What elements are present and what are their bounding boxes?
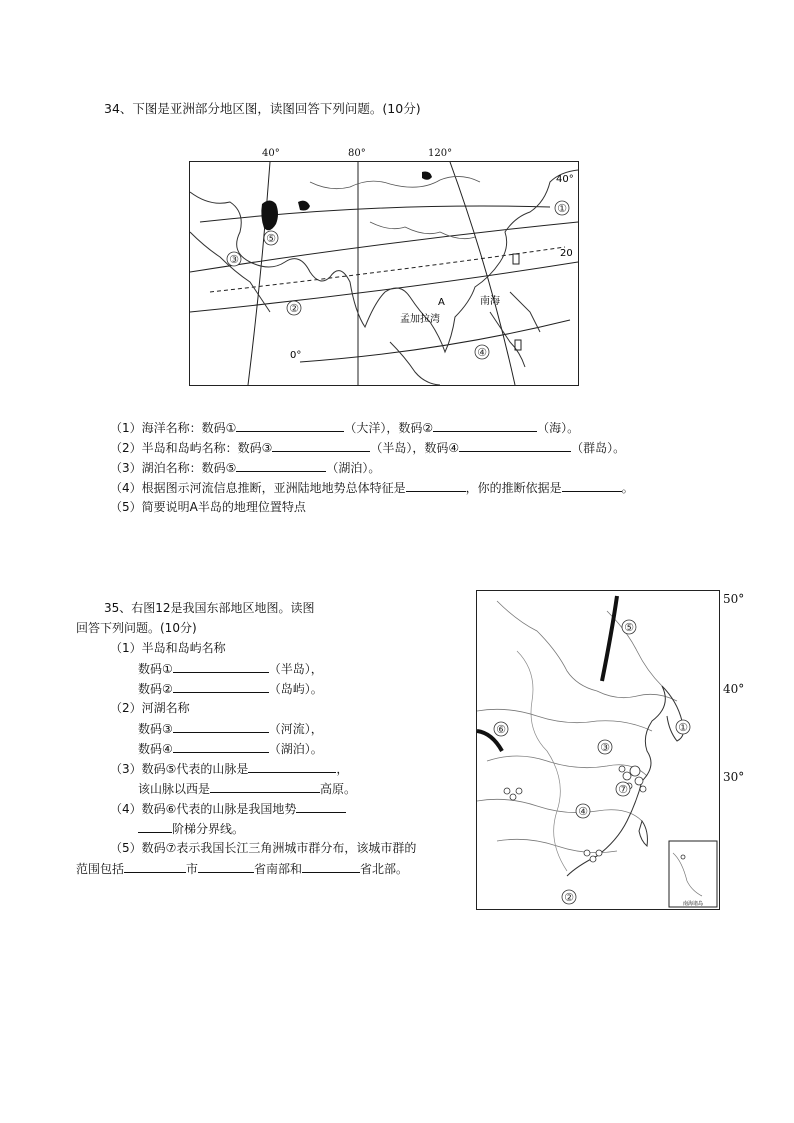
q35-item-4b: 阶梯分界线。 bbox=[138, 818, 244, 839]
inset-label: 南海诸岛 bbox=[682, 901, 704, 907]
q35-blank-mountain[interactable] bbox=[248, 758, 336, 773]
mark-3: ③ bbox=[600, 741, 610, 754]
q35-item-1b: 数码② （岛屿）。 bbox=[138, 678, 323, 699]
q35-blank-river[interactable] bbox=[173, 718, 269, 733]
mark-2: ② bbox=[564, 891, 574, 904]
lat-label-30: 30° bbox=[723, 770, 745, 784]
q35-item-1a: 数码① （半岛）， bbox=[138, 658, 323, 679]
mark-5: ⑤ bbox=[624, 621, 634, 634]
q35-blank-city[interactable] bbox=[124, 858, 186, 873]
q35-item-3a: （3）数码⑤代表的山脉是 ， bbox=[110, 758, 348, 779]
q35-title-line1: 35、右图12是我国东部地区地图。读图 bbox=[104, 601, 315, 615]
lon-label-40: 40° bbox=[262, 148, 280, 159]
q35-blank-terrain-2[interactable] bbox=[138, 818, 172, 833]
china-east-map-graphic bbox=[477, 591, 719, 909]
mark-7: ⑦ bbox=[618, 783, 628, 796]
q35-item-4a: （4）数码⑥代表的山脉是我国地势 bbox=[110, 798, 346, 819]
lat-label-0: 0° bbox=[290, 350, 302, 361]
q34-blank-lake[interactable] bbox=[236, 457, 326, 472]
q34-blank-ocean[interactable] bbox=[236, 417, 344, 432]
lat-label-40: 40° bbox=[556, 174, 574, 185]
q35-item-1-head: （1）半岛和岛屿名称 bbox=[110, 641, 226, 655]
q35-item-2-head: （2）河湖名称 bbox=[110, 701, 190, 715]
q35-blank-plateau[interactable] bbox=[210, 778, 320, 793]
lon-label-120: 120° bbox=[428, 148, 453, 159]
q34-item-5: （5）简要说明A半岛的地理位置特点 bbox=[110, 500, 306, 514]
q35-blank-peninsula[interactable] bbox=[173, 658, 269, 673]
mark-5: ⑤ bbox=[266, 232, 276, 245]
q34-blank-islands[interactable] bbox=[459, 437, 571, 452]
q35-item-3b: 该山脉以西是 高原。 bbox=[138, 778, 356, 799]
china-east-map bbox=[476, 590, 720, 910]
mark-4: ④ bbox=[578, 805, 588, 818]
q34-blank-peninsula[interactable] bbox=[272, 437, 370, 452]
q35-item-5a: （5）数码⑦表示我国长江三角洲城市群分布，该城市群的 bbox=[110, 841, 417, 855]
asia-map bbox=[189, 161, 579, 386]
q35-blank-province-north[interactable] bbox=[302, 858, 360, 873]
q35-blank-terrain-1[interactable] bbox=[296, 798, 346, 813]
q34-blank-terrain[interactable] bbox=[406, 477, 466, 492]
lat-label-20: 20 bbox=[560, 248, 573, 259]
asia-map-graphic bbox=[190, 162, 578, 385]
q34-item-2: （2）半岛和岛屿名称：数码③ （半岛），数码④ （群岛）。 bbox=[110, 437, 625, 458]
q34-item-1: （1）海洋名称：数码① （大洋），数码② （海）。 bbox=[110, 417, 579, 438]
q34-blank-sea[interactable] bbox=[433, 417, 537, 432]
q35-title-line2: 回答下列问题。(10分) bbox=[76, 621, 197, 635]
q34-item-4: （4）根据图示河流信息推断，亚洲陆地地势总体特征是 ，你的推断依据是 。 bbox=[110, 477, 634, 498]
q35-item-2b: 数码④ （湖泊）。 bbox=[138, 738, 323, 759]
q35-blank-lake[interactable] bbox=[173, 738, 269, 753]
q35-blank-island[interactable] bbox=[173, 678, 269, 693]
label-south-china-sea: 南海 bbox=[480, 296, 500, 307]
mark-3: ③ bbox=[229, 253, 239, 266]
q35-item-5b: 范围包括 市 省南部和 省北部。 bbox=[76, 858, 408, 879]
q34-item-3: （3）湖泊名称：数码⑤ （湖泊）。 bbox=[110, 457, 380, 478]
mark-6: ⑥ bbox=[496, 723, 506, 736]
mark-a: A bbox=[438, 297, 445, 308]
q35-blank-province-south[interactable] bbox=[198, 858, 254, 873]
mark-4: ④ bbox=[477, 346, 487, 359]
mark-1: ① bbox=[678, 721, 688, 734]
lat-label-50: 50° bbox=[723, 592, 745, 606]
q34-title: 34、下图是亚洲部分地区图，读图回答下列问题。(10分) bbox=[104, 101, 421, 116]
mark-2: ② bbox=[289, 302, 299, 315]
q35-item-2a: 数码③ （河流）， bbox=[138, 718, 323, 739]
mark-1: ① bbox=[557, 202, 567, 215]
q34-blank-basis[interactable] bbox=[562, 477, 622, 492]
lat-label-40: 40° bbox=[723, 682, 745, 696]
label-bay-of-bengal: 孟加拉湾 bbox=[400, 314, 440, 325]
lon-label-80: 80° bbox=[348, 148, 366, 159]
